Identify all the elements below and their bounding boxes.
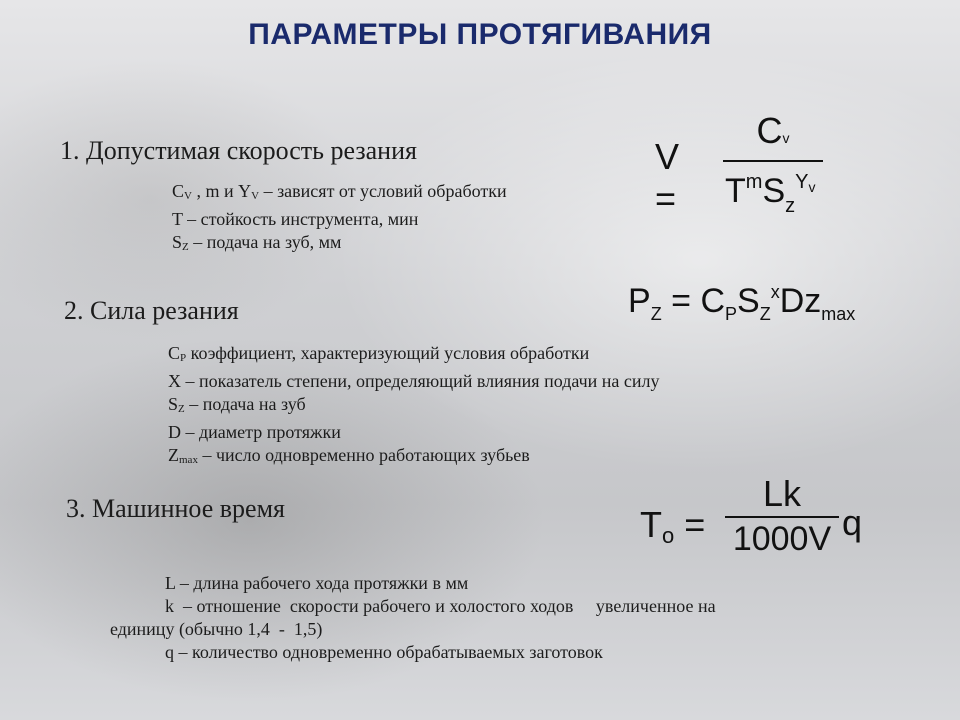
section2-line-4: D – диаметр протяжки <box>168 422 341 442</box>
section1-description <box>172 180 507 259</box>
section2-description <box>168 342 660 472</box>
section3-description <box>110 572 716 664</box>
section1-line-3: SZ – подача на зуб, мм <box>172 232 342 253</box>
section2-line-5: Zmax – число одновременно работающих зубьев <box>168 445 530 466</box>
page-title: ПАРАМЕТРЫ ПРОТЯГИВАНИЯ <box>248 18 712 51</box>
section3-line-1: L – длина рабочего хода протяжки в мм <box>165 573 469 593</box>
force-formula: $P_Z = C_PS_Z^xDz_{max}$ <box>628 282 856 324</box>
section1-line-2: T – стойкость инструмента, мин <box>172 209 419 229</box>
section1-line-1: CV , m и YV – зависят от условий обработки <box>172 181 507 202</box>
section3-line-3: единицу (обычно 1,4 - 1,5) <box>110 619 323 639</box>
section3-line-2: k – отношение скорости рабочего и холостого ходов увеличенное на <box>165 596 716 616</box>
section2-line-2: X – показатель степени, определяющий влияния подачи на силу <box>168 371 660 391</box>
section1-heading: 1. Допустимая скорость резания <box>60 136 417 165</box>
fraction-bar <box>723 160 823 162</box>
section3-heading: 3. Машинное время <box>66 494 286 523</box>
section3-line-4: q – количество одновременно обрабатываемых заготовок <box>165 642 603 662</box>
section2-line-1: CP коэффициент, характеризующий условия обработки <box>168 343 590 364</box>
section2-line-3: SZ – подача на зуб <box>168 394 306 415</box>
section2-heading: 2. Сила резания <box>64 296 239 325</box>
fraction-bar <box>725 516 839 518</box>
